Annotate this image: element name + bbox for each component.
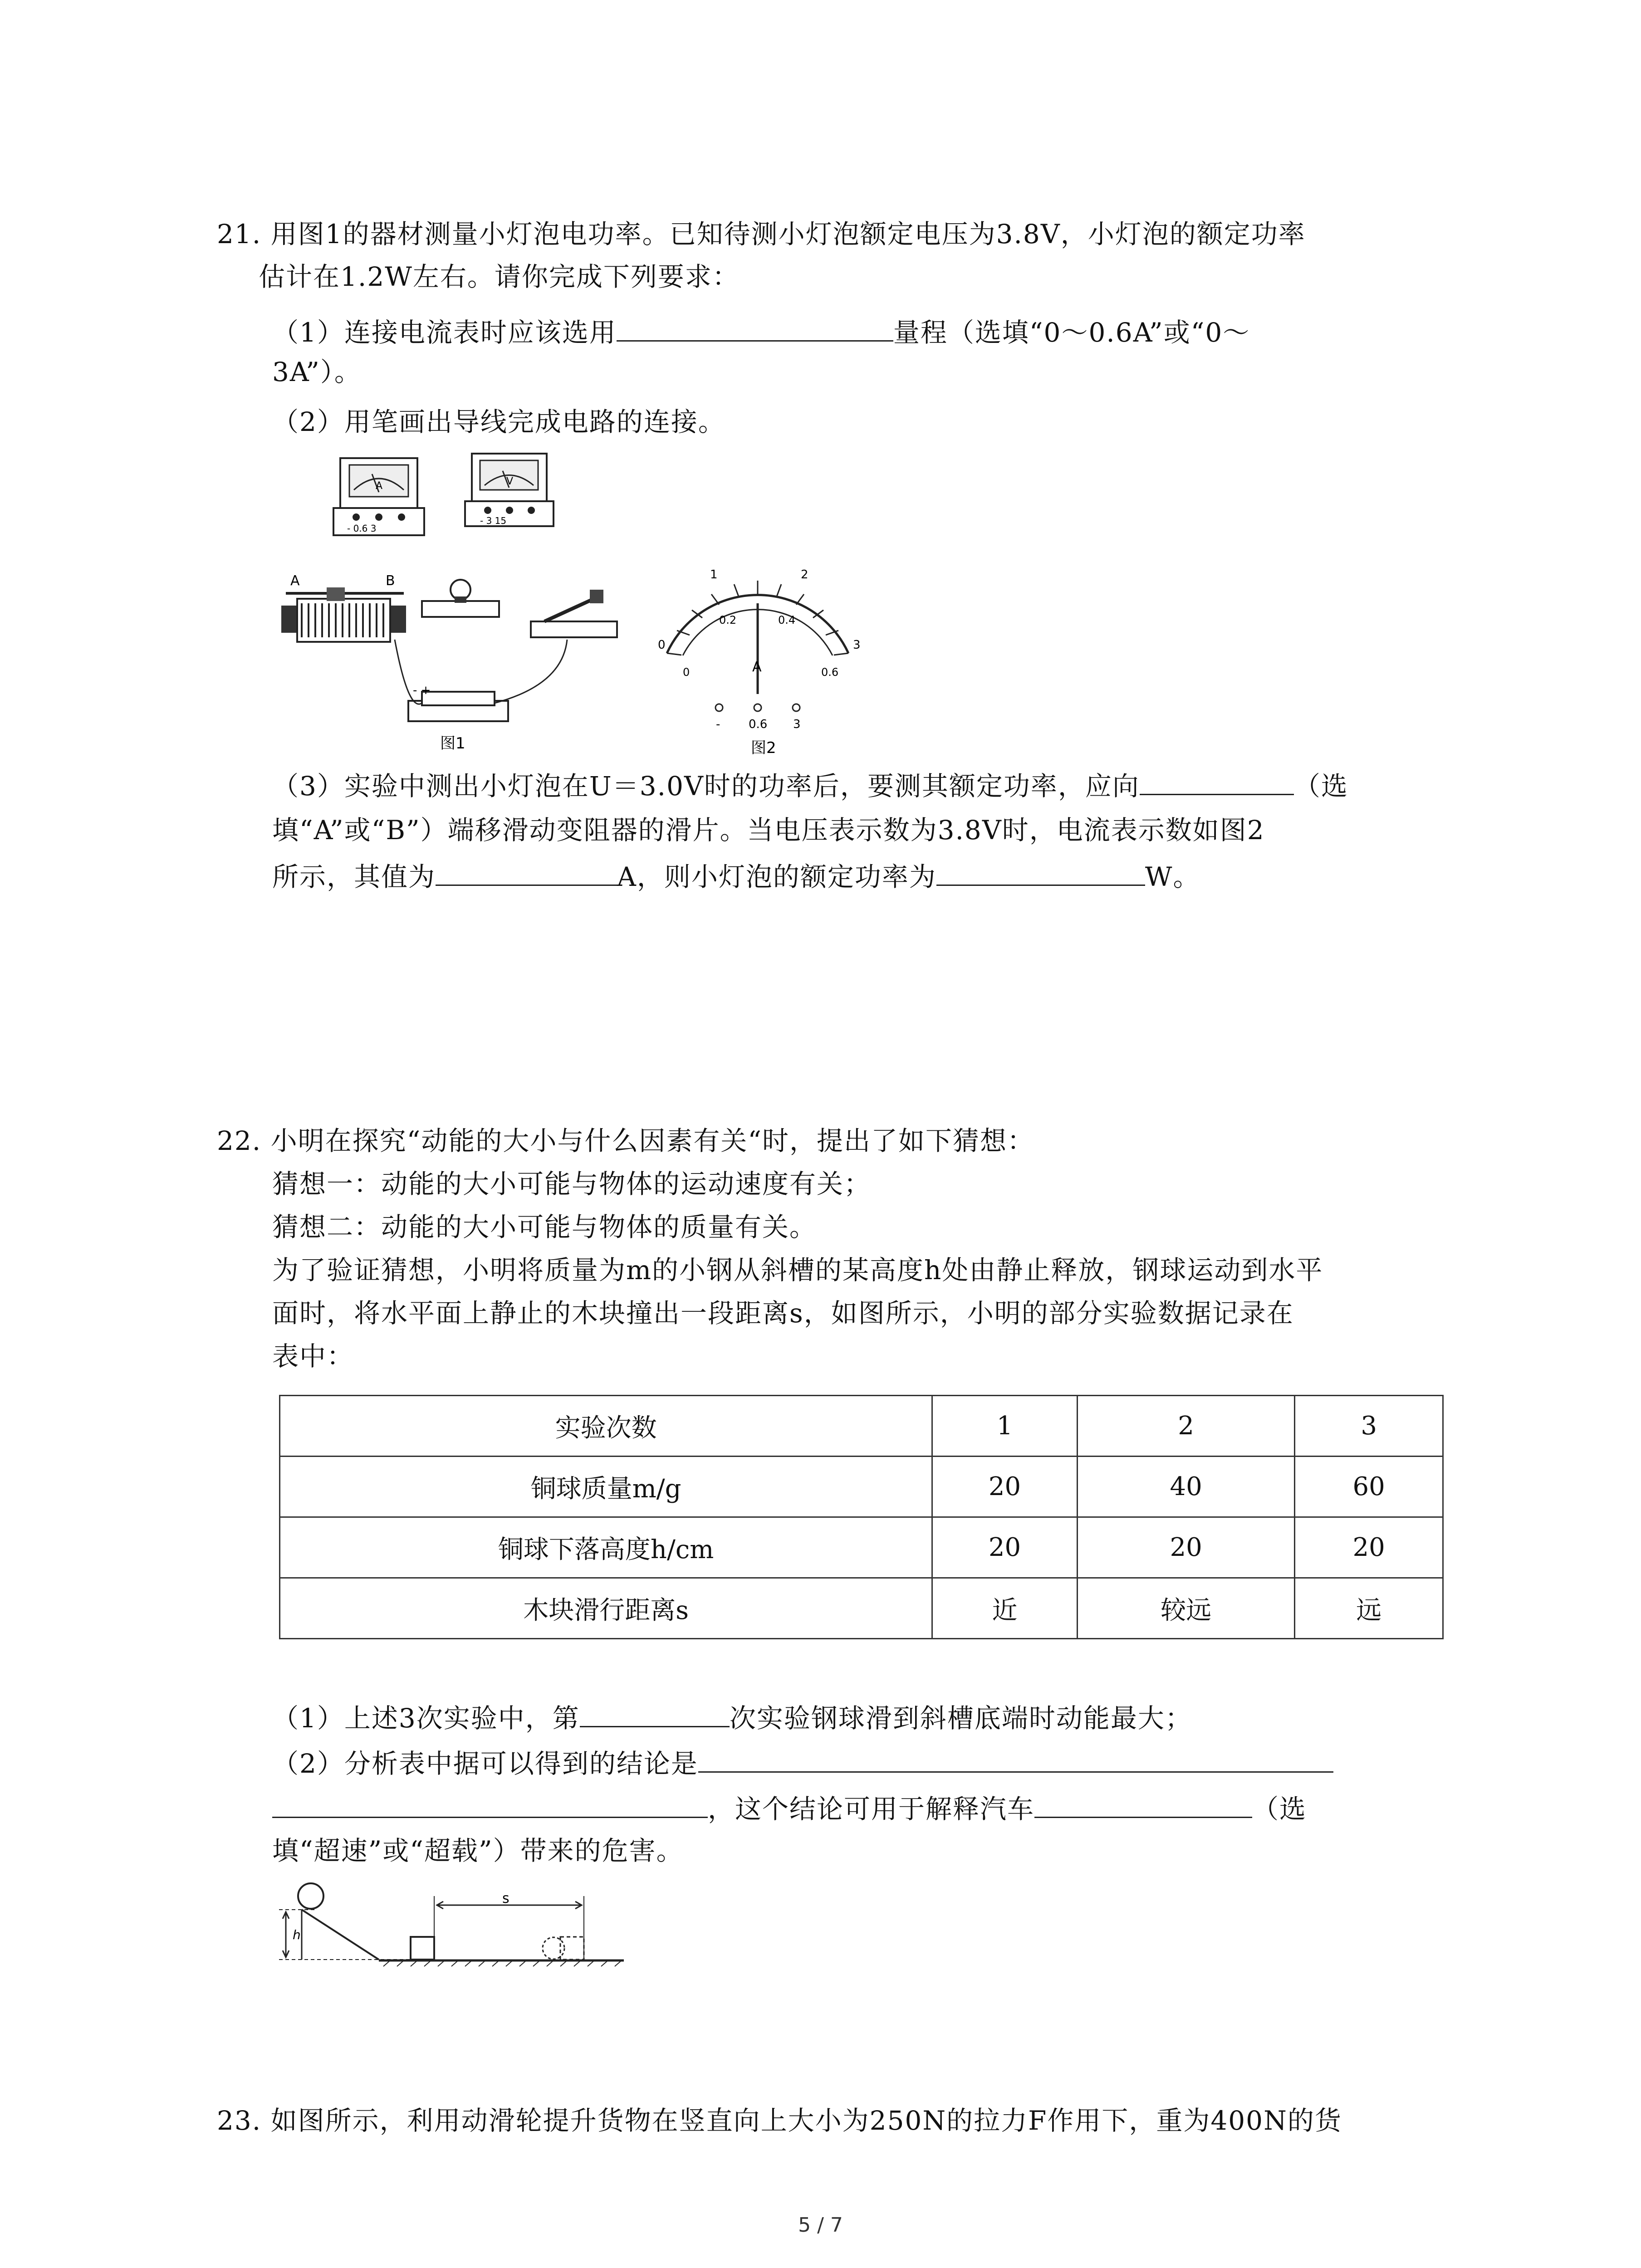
q22-part1-prefix: （1）上述3次实验中，第: [272, 1703, 580, 1734]
voltmeter-label: V: [506, 476, 514, 487]
table-cell: 实验次数: [280, 1396, 932, 1457]
figure-2-ammeter-dial: [640, 558, 876, 758]
q21-part1-suffix: 量程（选填“0～0.6A”或“0～: [893, 317, 1250, 348]
q21-part3-line2: 填“A”或“B”）端移滑动变阻器的滑片。当电压表示数为3.8V时，电流表示数如图2: [272, 815, 1265, 846]
dial-terminal-minus: -: [716, 718, 720, 731]
experiment-data-table: [279, 1395, 1444, 1639]
q21-answer-blank-2[interactable]: [1140, 767, 1294, 795]
height-label: h: [293, 1927, 301, 1942]
q22-line2: 猜想一：动能的大小可能与物体的运动速度有关；: [272, 1168, 872, 1199]
q21-part1: [272, 313, 1250, 351]
q22-part2-line2-text: ，这个结论可用于解释汽车: [708, 1794, 1035, 1824]
q21-part1-prefix: （1）连接电流表时应该选用: [272, 317, 617, 348]
q21-part3-line3-mid: A，则小灯泡的额定功率为: [617, 861, 936, 892]
q22-part2-line2-end: （选: [1252, 1794, 1307, 1824]
distance-label: s: [502, 1891, 509, 1906]
figure-1-circuit-equipment: [272, 449, 626, 758]
dial-outer-2: 2: [801, 568, 808, 582]
dial-terminal-3: 3: [793, 718, 801, 731]
table-cell: 木块滑行距离s: [280, 1578, 932, 1639]
table-cell: 40: [1077, 1457, 1294, 1517]
table-cell: 铜球下落高度h/cm: [280, 1517, 932, 1578]
q22-part2-line2: [272, 1789, 1307, 1827]
ammeter-label: A: [376, 480, 383, 492]
table-cell: 2: [1077, 1396, 1294, 1457]
table-cell: 铜球质量m/g: [280, 1457, 932, 1517]
dial-inner-0: 0: [683, 666, 690, 679]
light-bulb-icon: [422, 580, 499, 617]
q21-part3-suffix: （选: [1293, 771, 1348, 802]
rheostat-label-a: A: [290, 573, 300, 589]
table-cell: 20: [932, 1517, 1078, 1578]
table-cell: 1: [932, 1396, 1078, 1457]
q22-part2-prefix: （2）分析表中据可以得到的结论是: [272, 1748, 698, 1779]
q21-part3-prefix: （3）实验中测出小灯泡在U＝3.0V时的功率后，要测其额定功率，应向: [272, 771, 1140, 802]
ammeter-icon: [333, 458, 424, 535]
table-cell: 60: [1295, 1457, 1443, 1517]
dial-outer-1: 1: [710, 568, 718, 582]
q21-line1: 21. 用图1的器材测量小灯泡电功率。已知待测小灯泡额定电压为3.8V，小灯泡的额定功率: [217, 219, 1306, 249]
table-cell: 20: [1077, 1517, 1294, 1578]
q22-answer-blank-4[interactable]: [1034, 1789, 1252, 1818]
ramp-slope: [302, 1910, 379, 1960]
table-cell: 3: [1295, 1396, 1443, 1457]
q21-part3-line3: [272, 857, 1200, 895]
voltmeter-icon: [465, 454, 554, 526]
q22-line6: 表中：: [272, 1341, 354, 1372]
battery-icon: [408, 684, 508, 721]
table-cell: 近: [932, 1578, 1078, 1639]
q22-answer-blank-2[interactable]: [698, 1744, 1333, 1773]
dial-inner-0-4: 0.4: [778, 614, 796, 626]
q22-line3: 猜想二：动能的大小可能与物体的质量有关。: [272, 1212, 817, 1242]
voltmeter-terminals: - 3 15: [480, 515, 507, 526]
q21-part3-line3-suffix: W。: [1145, 861, 1200, 892]
q21-part1-line2: 3A”）。: [272, 357, 362, 387]
q23-line1: 23. 如图所示，利用动滑轮提升货物在竖直向上大小为250N的拉力F作用下，重为400N的货: [217, 2105, 1342, 2136]
q22-part1: [272, 1699, 1192, 1736]
q21-answer-blank-3[interactable]: [436, 857, 617, 886]
switch-icon: [531, 590, 617, 637]
wood-block-icon: [411, 1937, 434, 1960]
dial-unit: A: [752, 659, 762, 675]
q22-line5: 面时，将水平面上静止的木块撞出一段距离s，如图所示，小明的部分实验数据记录在: [272, 1298, 1294, 1329]
q22-line4: 为了验证猜想，小明将质量为m的小钢从斜槽的某高度h处由静止释放，钢球运动到水平: [272, 1255, 1323, 1286]
table-cell: 20: [932, 1457, 1078, 1517]
table-row: [280, 1517, 1443, 1578]
dial-outer-0: 0: [658, 638, 666, 652]
figure-1-caption: 图1: [440, 734, 465, 753]
battery-terminals-label: - +: [413, 684, 431, 697]
q22-answer-blank-3[interactable]: [272, 1789, 708, 1818]
dial-terminal-0-6: 0.6: [749, 718, 768, 731]
table-cell: 20: [1295, 1517, 1443, 1578]
q22-answer-blank-1[interactable]: [580, 1699, 730, 1727]
dial-inner-0-2: 0.2: [719, 614, 737, 626]
table-row: [280, 1578, 1443, 1639]
q21-answer-blank-4[interactable]: [936, 857, 1145, 886]
q21-part3-line3-prefix: 所示，其值为: [272, 861, 436, 892]
dial-outer-3: 3: [853, 638, 861, 652]
table-row: [280, 1396, 1443, 1457]
q21-part2: （2）用笔画出导线完成电路的连接。: [272, 406, 725, 437]
q22-part2-line3: 填“超速”或“超载”）带来的危害。: [272, 1835, 684, 1866]
table-row: [280, 1457, 1443, 1517]
rheostat-icon: [281, 573, 406, 642]
table-cell: 远: [1295, 1578, 1443, 1639]
q21-part3: [272, 767, 1348, 804]
q22-part2: [272, 1744, 1333, 1782]
figure-ramp-experiment: [274, 1878, 637, 1982]
page-number: 5 / 7: [798, 2214, 843, 2237]
q21-line2: 估计在1.2W左右。请你完成下列要求：: [259, 261, 740, 292]
q21-answer-blank-1[interactable]: [617, 313, 893, 342]
table-cell: 较远: [1077, 1578, 1294, 1639]
ammeter-terminals: - 0.6 3: [347, 523, 377, 534]
steel-ball-icon: [298, 1883, 323, 1909]
figure-2-caption: 图2: [751, 739, 776, 757]
rheostat-label-b: B: [386, 573, 395, 589]
q22-part1-suffix: 次实验钢球滑到斜槽底端时动能最大；: [729, 1703, 1192, 1734]
q22-line1: 22. 小明在探究“动能的大小与什么因素有关“时，提出了如下猜想：: [217, 1125, 1034, 1156]
dial-inner-0-6: 0.6: [821, 666, 839, 679]
